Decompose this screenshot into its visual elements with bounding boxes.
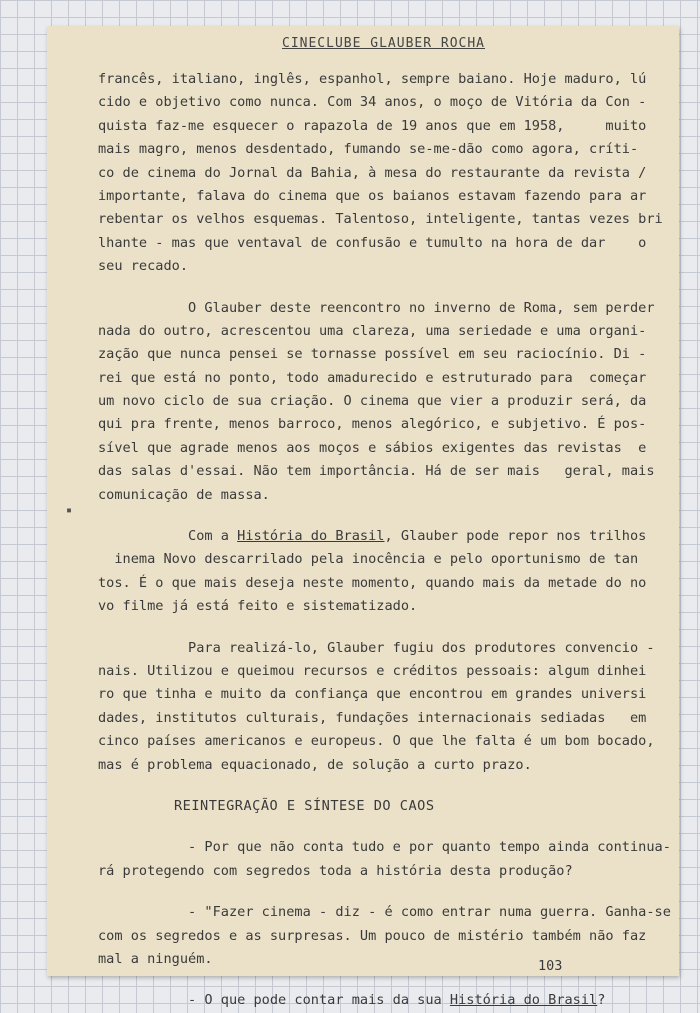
text-line	[98, 525, 646, 548]
paragraph-gap	[98, 619, 646, 637]
paragraph-gap	[98, 818, 646, 836]
text-line: mal a ninguém.	[98, 950, 213, 967]
text-line: cinco países americanos e europeus. O que lhe falta é um bom bocado,	[98, 733, 655, 750]
text-line: nada do outro, acrescentou uma clareza, uma seriedade e uma organi-	[98, 322, 647, 339]
paragraph-gap	[98, 279, 646, 297]
text-line	[98, 989, 646, 1012]
text-line: rá protegendo com segredos toda a história desta produção?	[98, 862, 573, 879]
dialogue-paragraph	[98, 836, 671, 883]
text-line: mas é problema equacionado, de solução a curto prazo.	[98, 756, 532, 773]
line-segment: ?	[597, 992, 606, 1009]
text-line: Para realizá-lo, Glauber fugiu dos produtores convencio -	[98, 639, 655, 656]
text-line: tos. É o que mais deseja neste momento, quando mais da metade do no	[98, 574, 647, 591]
line-segment: , Glauber pode repor nos trilhos	[384, 528, 647, 545]
text-line: rebentar os velhos esquemas. Talentoso, inteligente, tantas vezes bri	[98, 211, 663, 228]
paragraph	[98, 68, 663, 279]
text-line: sível que agrade menos aos moços e sábios exigentes das revistas e	[98, 439, 647, 456]
paragraph	[98, 525, 646, 619]
paragraph	[98, 637, 655, 777]
text-line: das salas d'essai. Não tem importância. Há de ser mais geral, mais	[98, 463, 655, 480]
text-line: francês, italiano, inglês, espanhol, sempre baiano. Hoje maduro, lú	[98, 71, 647, 87]
text-line: seu recado.	[98, 258, 189, 275]
paragraph-gap	[98, 777, 646, 795]
section-heading: REINTEGRAÇÃO E SÍNTESE DO CAOS	[174, 797, 435, 814]
text-line: inema Novo descarrilado pela inocência e pelo oportunismo de tan	[98, 551, 639, 568]
line-segment: Com a	[98, 528, 238, 545]
text-line: co de cinema do Jornal da Bahia, à mesa do restaurante da revista /	[98, 164, 647, 181]
document-body	[98, 68, 671, 1013]
text-line: dades, institutos culturais, fundações internacionais sediadas em	[98, 709, 647, 726]
text-line: qui pra frente, menos barroco, menos alegórico, e subjetivo. É pos-	[98, 416, 647, 433]
text-line: mais magro, menos desdentado, fumando se-me-dão como agora, críti-	[98, 141, 639, 158]
text-line: comunicação de massa.	[98, 486, 270, 503]
paragraph	[98, 297, 655, 508]
paragraph-gap	[98, 883, 646, 901]
text-line: nais. Utilizou e queimou recursos e créditos pessoais: algum dinhei	[98, 662, 647, 679]
text-line: vo filme já está feito e sistematizado.	[98, 598, 418, 615]
text-line: com os segredos e as surpresas. Um pouco de mistério também não faz	[98, 927, 647, 944]
dialogue-paragraph	[98, 989, 646, 1012]
text-line: - "Fazer cinema - diz - é como entrar numa guerra. Ganha-se	[98, 904, 671, 921]
text-line: ro que tinha e muito da confiança que encontrou em grandes universi	[98, 686, 647, 703]
page-header-title: CINECLUBE GLAUBER ROCHA	[282, 36, 486, 51]
underlined-title: História do Brasil	[449, 992, 598, 1009]
text-line: - Por que não conta tudo e por quanto tempo ainda continua-	[98, 839, 671, 856]
text-line: lhante - mas que ventaval de confusão e tumulto na hora de dar o	[98, 234, 647, 251]
underlined-title: História do Brasil	[237, 528, 385, 545]
text-line: importante, falava do cinema que os baianos estavam fazendo para ar	[98, 187, 647, 204]
line-segment: - O que pode contar mais da sua	[98, 992, 450, 1009]
text-line: zação que nunca pensei se tornasse possível em seu raciocínio. Di -	[98, 346, 647, 363]
text-line: O Glauber deste reencontro no inverno de Roma, sem perder	[98, 299, 655, 316]
page-number: 103	[538, 958, 563, 974]
margin-tick-mark: ▪	[66, 505, 73, 516]
text-line: quista faz-me esquecer o rapazola de 19 anos que em 1958, muito	[98, 117, 647, 134]
dialogue-paragraph	[98, 901, 671, 971]
text-line: um novo ciclo de sua criação. O cinema que vier a produzir será, da	[98, 393, 647, 410]
text-line: cido e objetivo como nunca. Com 34 anos, o moço de Vitória da Con -	[98, 94, 647, 111]
paragraph-gap	[98, 971, 646, 989]
paragraph-gap	[98, 507, 646, 525]
text-line: rei que está no ponto, todo amadurecido e estruturado para começar	[98, 369, 647, 386]
